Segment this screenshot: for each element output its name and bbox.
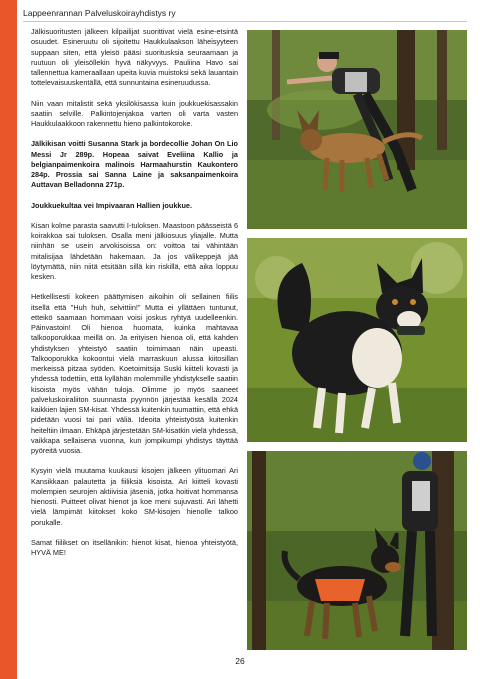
paragraph-team-gold: Joukkuekultaa vei Impivaaran Hallien joukkue. xyxy=(31,200,193,210)
page-header: Lappeenrannan Palveluskoirayhdistys ry xyxy=(23,8,176,18)
paragraph-top-three: Kisan kolme parasta saavutti I-tuloksen. Maastoon päässeistä 6 koirakkoa sai tuloksen. Osalla meni jälkiosuus yliajalle. Mutta niinhän se usein arvokisoissa on: voittoa tai vähintään mitalisijaa lähdetään hakemaan. Ja jos välikeppejä jää löytymättä, niin niitä etsitään sillä kin riskillä, että aika loppuu kesken. xyxy=(31,220,238,281)
paragraph-medalists: Niin vaan mitalistit sekä yksilökisassa kuin joukkuekisassakin saatiin selville. Palkintojenjakoa varten oli varta vasten Haukkulaakkoon rakennettu hieno palkintokoroke. xyxy=(31,98,238,128)
paragraph-reflection: Hetkellisesti kokeen päättymisen aikoihin oli sellainen fiilis itsellä että "Huh huh, selvittiin!" Mutta ei yllättäen tuntunut, etteikö saamaan hommaan voisi joskus ryhtyä uudelleenkin. Päinvastoin! Oli hienoa huomata, kuinka mahtavaa talkooporukkaa meillä on. Ja erityisen hienoa oli, että kahden yhdistyksen yhteistyö saatiin toimimaan näin upeasti. Talkooporukka kokoontui vielä marraskuun alussa kiitosillan merkeissä pitzaa syöden. Koetoimitsija Suski kiitteli kovasti ja yhdessä todettiin, että kyllähän molemmille yhdistykselle saatiin kisoista myös vähän tuloja. Olimme jo myös saaneet palveluskoiraliiton suunnasta pyynnön järjestää kesällä 2024 kaikkien lajien SM-kisat. Yhdessä kuitenkin tuumattiin, että ehkä pidetään vuosi tai pari väliä. Ideoita yhteistyöstä kuitenkin heiteltiin ilmaan. Ehkäpä järjestetään SM-kisatkin vielä yhdessä, vaikkapa sellaisena vuonna, kun jompikumpi yhdistys täyttää pyöreitä vuosia. xyxy=(31,292,238,455)
paragraph-closing: Samat fiilikset on itsellänikin: hienot kisat, hienoa yhteistyötä, HYVÄ ME! xyxy=(31,537,238,557)
paragraph-judge-feedback: Kysyin vielä muutama kuukausi kisojen jälkeen ylituomari Ari Kansikkaan palautetta ja fiiliksiä kisoista. Ari kiitteli kovasti molempien seurojen aktiivisia jäseniä, jotka hoitivat hommansa hienosti. Puitteet olivat hienot ja koe meni sujuvasti. Ari lähetti vielä lämpimät kiitokset koko SM-kisojen hienolle talkoo porukalle. xyxy=(31,466,238,527)
photo-dog-with-harness xyxy=(247,451,467,650)
page-number: 26 xyxy=(235,656,245,666)
article-body xyxy=(31,27,238,568)
photo-collie-carrying-object xyxy=(247,238,467,442)
header-divider xyxy=(23,21,467,22)
photo-handler-with-dog xyxy=(247,30,467,229)
paragraph-search-area: Jälkisuoritusten jälkeen kilpailijat suorittivat vielä esine-etsintä osuudet. Esineruutu oli sijoitettu Haukkulaakson läheisyyteen suppaan siten, että yleisö pääsi suoritusksia seuraamaan ja ruutuun oli yleisöllekin hyvä näkyvyys. Pauliina Havo sai tallennettua kameraallaan upeita kuvia muistoksi sekä lauantain tottelevaisuuskentällä, että sunnuntaina esineruudussa. xyxy=(31,27,238,88)
left-accent-bar xyxy=(0,0,17,679)
paragraph-results: Jälkikisan voitti Susanna Stark ja bordecollie Johan On Lio Messi Jr 289p. Hopeaa saivat Eveliina Kallio ja belgianpaimenkoira malinois Harmaahurstin Kaukontero 284p. Prossia sai Sanna Laine ja saksanpaimenkoira Auttavan Belladonna 271p. xyxy=(31,139,238,190)
